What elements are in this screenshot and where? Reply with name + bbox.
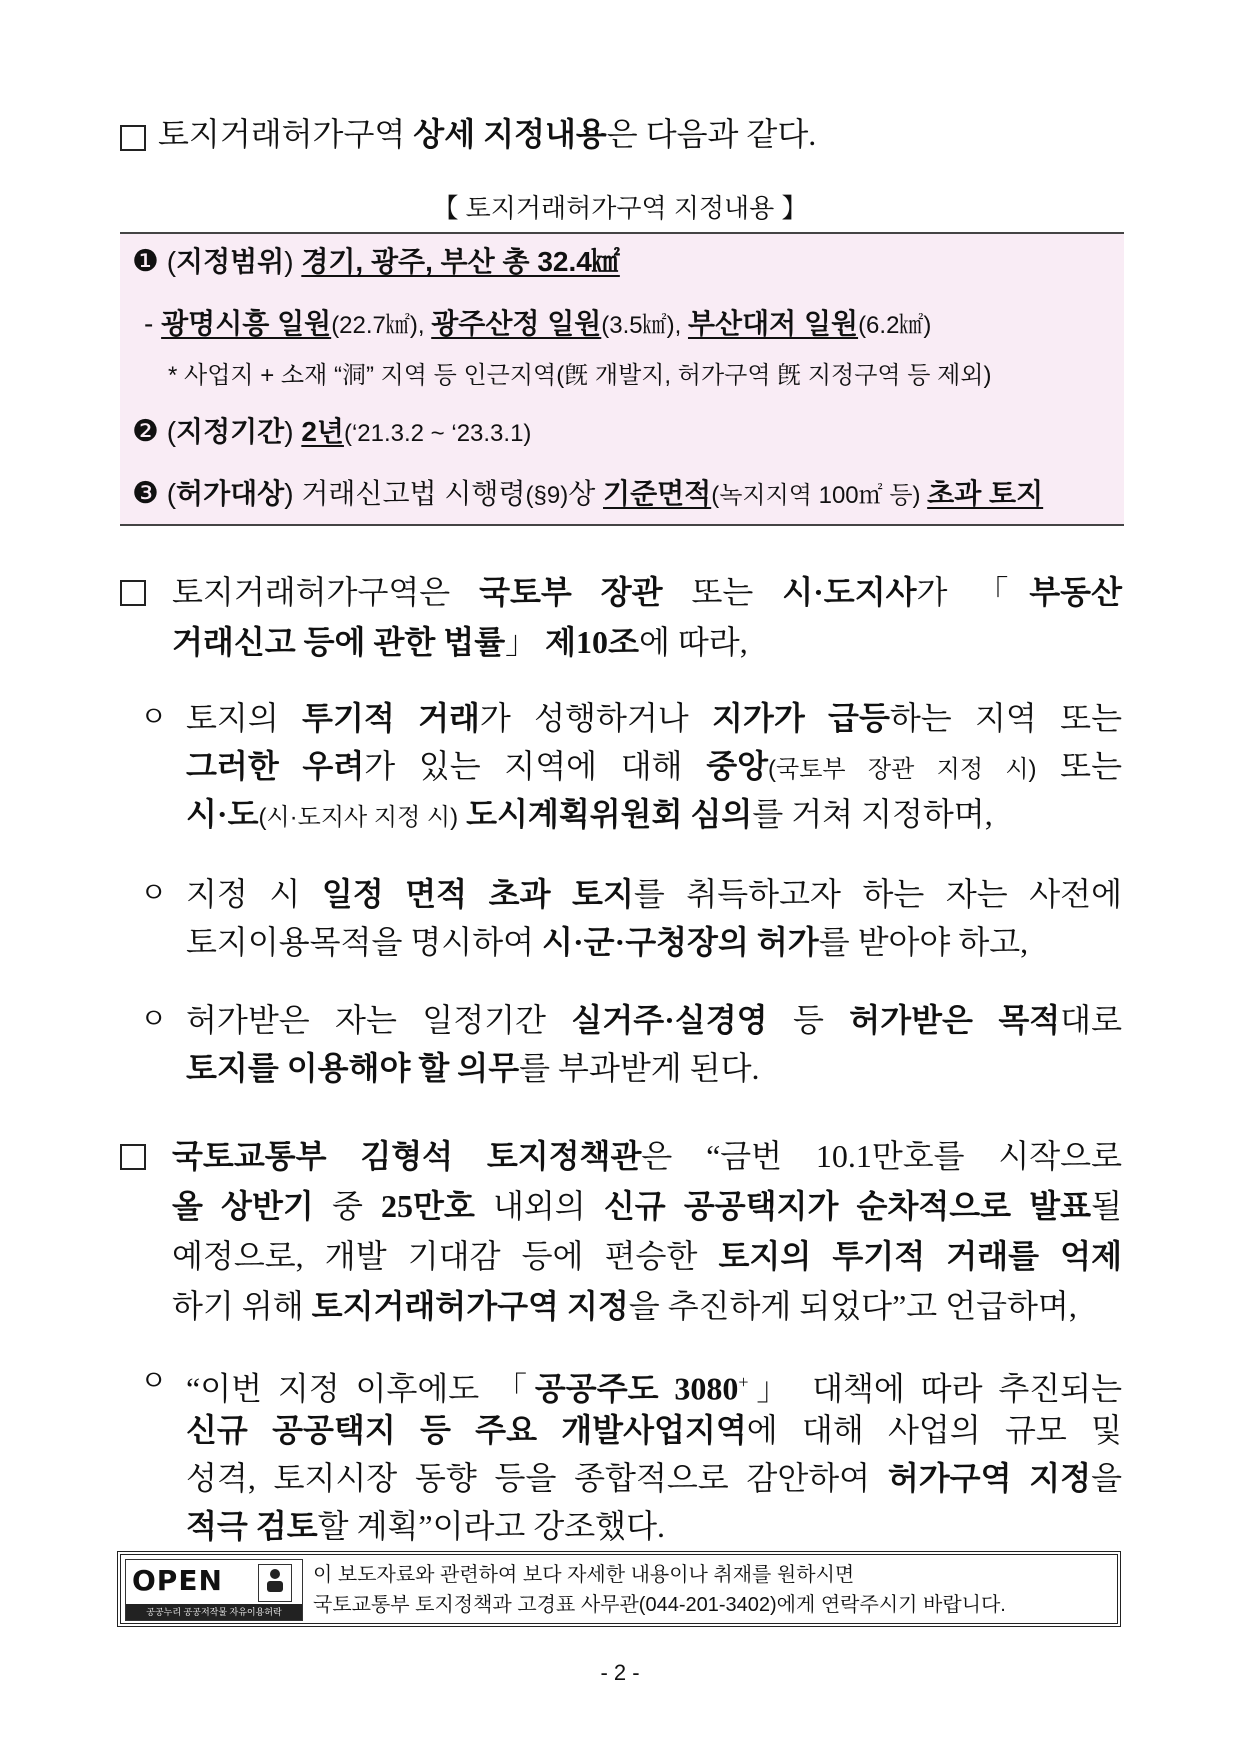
bullet-marker: ㅇ bbox=[140, 878, 168, 909]
checkbox-square-icon bbox=[120, 580, 146, 606]
page-number: - 2 - bbox=[600, 1660, 640, 1685]
number-one-icon: ❶ bbox=[132, 245, 159, 278]
bullet-marker: ㅇ bbox=[140, 1004, 168, 1035]
checkbox-square-icon bbox=[120, 1144, 146, 1170]
number-three-icon: ❸ bbox=[132, 477, 159, 510]
number-two-icon: ❷ bbox=[132, 415, 159, 448]
paragraph-1-line-2: 거래신고 등에 관한 법률」 제10조에 따라, bbox=[172, 624, 748, 660]
box-title: 【 토지거래허가구역 지정내용 】 bbox=[432, 193, 808, 223]
bullet-1-line-3: 시·도(시·도지사 지정 시) 도시계획위원회 심의를 거쳐 지정하며, bbox=[186, 796, 993, 832]
bullet-4-line-2: 신규 공공택지 등 주요 개발사업지역에 대해 사업의 규모 및 bbox=[186, 1412, 1122, 1448]
open-license-logo bbox=[125, 1559, 303, 1621]
open-sublabel: 공공누리 공공저작물 자유이용허락 bbox=[126, 1604, 302, 1620]
bullet-1-line-1: 토지의 투기적 거래가 성행하거나 지가가 급등하는 지역 또는 bbox=[186, 700, 1122, 736]
bullet-3-line-1: 허가받은 자는 일정기간 실거주·실경영 등 허가받은 목적대로 bbox=[186, 1002, 1122, 1038]
contact-line-2: 국토교통부 토지정책과 고경표 사무관(044-201-3402)에게 연락주시기 바랍니다. bbox=[313, 1594, 1006, 1616]
paragraph-2-line-3: 예정으로, 개발 기대감 등에 편승한 토지의 투기적 거래를 억제 bbox=[172, 1238, 1122, 1274]
summary-box bbox=[120, 232, 1124, 526]
checkbox-square-icon bbox=[120, 125, 146, 151]
box-line-note: * 사업지 + 소재 “洞” 지역 등 인근지역(旣 개발지, 허가구역 旣 지정구역 등 제외) bbox=[168, 362, 992, 389]
attribution-badge-icon bbox=[258, 1564, 292, 1602]
bullet-3-line-2: 토지를 이용해야 할 의무를 부과받게 된다. bbox=[186, 1050, 760, 1086]
bullet-4-line-1: “이번 지정 이후에도 「공공주도 3080+」 대책에 따라 추진되는 bbox=[186, 1370, 1122, 1407]
bullet-4-line-4: 적극 검토할 계획”이라고 강조했다. bbox=[186, 1508, 665, 1544]
contact-box bbox=[120, 1554, 1118, 1624]
box-line-period: ❷ (지정기간) 2년(‘21.3.2 ~ ‘23.3.1) bbox=[132, 415, 532, 448]
paragraph-1-line-1: 토지거래허가구역은 국토부 장관 또는 시·도지사가 「부동산 bbox=[172, 574, 1122, 610]
person-icon bbox=[259, 1565, 291, 1601]
contact-line-1: 이 보도자료와 관련하여 보다 자세한 내용이나 취재를 원하시면 bbox=[313, 1564, 855, 1586]
bullet-2-line-2: 토지이용목적을 명시하여 시·군·구청장의 허가를 받아야 하고, bbox=[186, 924, 1029, 960]
bullet-1-line-2: 그러한 우려가 있는 지역에 대해 중앙(국토부 장관 지정 시) 또는 bbox=[186, 748, 1123, 784]
paragraph-2-line-1: 국토교통부 김형석 토지정책관은 “금번 10.1만호를 시작으로 bbox=[172, 1138, 1123, 1174]
bullet-2-line-1: 지정 시 일정 면적 초과 토지를 취득하고자 하는 자는 사전에 bbox=[186, 876, 1122, 912]
bullet-marker: ㅇ bbox=[140, 702, 168, 733]
bullet-4-line-3: 성격, 토지시장 동향 등을 종합적으로 감안하여 허가구역 지정을 bbox=[186, 1460, 1122, 1496]
paragraph-2-line-4: 하기 위해 토지거래허가구역 지정을 추진하게 되었다”고 언급하며, bbox=[172, 1288, 1077, 1324]
paragraph-2-line-2: 올 상반기 중 25만호 내외의 신규 공공택지가 순차적으로 발표될 bbox=[172, 1188, 1122, 1224]
open-label: OPEN bbox=[132, 1564, 223, 1597]
bullet-marker: ㅇ bbox=[140, 1366, 168, 1397]
box-line-target: ❸ (허가대상) 거래신고법 시행령(§9)상 기준면적(녹지지역 100㎡ 등) 초과 토지 bbox=[132, 477, 1044, 510]
intro-paragraph: 토지거래허가구역 상세 지정내용은 다음과 같다. bbox=[120, 112, 1120, 156]
box-line-scope: ❶ (지정범위) 경기, 광주, 부산 총 32.4㎢ bbox=[132, 245, 620, 278]
box-line-areas: - 광명시흥 일원(22.7㎢), 광주산정 일원(3.5㎢), 부산대저 일원(6.2㎢) bbox=[144, 308, 932, 339]
